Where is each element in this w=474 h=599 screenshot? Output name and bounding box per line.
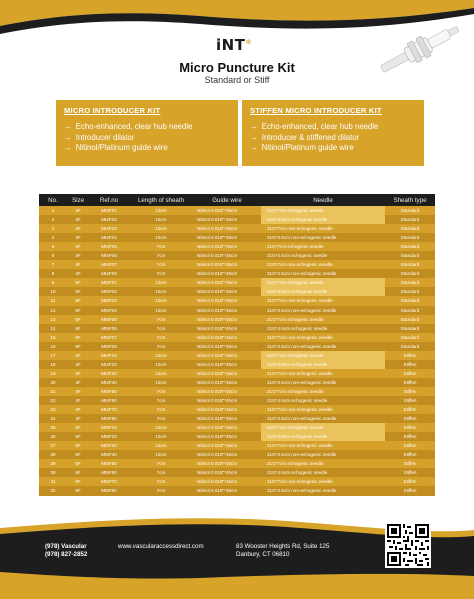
cell-needle: 21G*7cm echogenic needle bbox=[261, 387, 385, 396]
cell-size: 5F bbox=[67, 459, 89, 468]
table-row bbox=[39, 387, 435, 396]
cell-guide-wire: Nitinol 0.018"*45cm bbox=[193, 450, 261, 459]
cell-length: 10cm bbox=[129, 278, 193, 287]
cell-length: 10cm bbox=[129, 206, 193, 215]
cell-size: 4F bbox=[67, 387, 89, 396]
cell-size: 5F bbox=[67, 441, 89, 450]
cell-guide-wire: Nitinol 0.018"*45cm bbox=[193, 405, 261, 414]
cell-size: 5F bbox=[67, 468, 89, 477]
cell-needle: 21G*7cm non-echogenic needle bbox=[261, 441, 385, 450]
cell-size: 4F bbox=[67, 215, 89, 224]
arrow-right-icon: → bbox=[250, 132, 258, 142]
cell-size: 4F bbox=[67, 351, 89, 360]
cell-ref: MI4F30 bbox=[89, 369, 129, 378]
cell-sheath-type: Standard bbox=[385, 215, 435, 224]
cell-length: 10cm bbox=[129, 233, 193, 242]
cell-sheath-type: Stiffen bbox=[385, 432, 435, 441]
table-row bbox=[39, 287, 435, 296]
col-header-guide-wire: Guide wire bbox=[193, 194, 261, 206]
table-row bbox=[39, 306, 435, 315]
cell-guide-wire: Nitinol 0.018"*45cm bbox=[193, 206, 261, 215]
cell-length: 7cm bbox=[129, 324, 193, 333]
table-row bbox=[39, 405, 435, 414]
col-header-ref: Ref.no bbox=[89, 194, 129, 206]
cell-length: 10cm bbox=[129, 369, 193, 378]
table-row bbox=[39, 378, 435, 387]
cell-size: 5F bbox=[67, 296, 89, 305]
cell-no: 24 bbox=[39, 414, 67, 423]
cell-size: 5F bbox=[67, 315, 89, 324]
cell-ref: MI4F60 bbox=[89, 396, 129, 405]
cell-no: 7 bbox=[39, 260, 67, 269]
cell-guide-wire: Nitinol 0.018"*45cm bbox=[193, 387, 261, 396]
col-header-size: Size bbox=[67, 194, 89, 206]
cell-no: 25 bbox=[39, 423, 67, 432]
cell-size: 5F bbox=[67, 306, 89, 315]
cell-guide-wire: Nitinol 0.018"*45cm bbox=[193, 333, 261, 342]
cell-no: 29 bbox=[39, 459, 67, 468]
cell-length: 7cm bbox=[129, 333, 193, 342]
table-row bbox=[39, 224, 435, 233]
cell-size: 4F bbox=[67, 233, 89, 242]
cell-length: 7cm bbox=[129, 486, 193, 495]
cell-needle: 21G*4.5cm non-echogenic needle bbox=[261, 342, 385, 351]
cell-size: 5F bbox=[67, 287, 89, 296]
cell-guide-wire: Nitinol 0.018"*45cm bbox=[193, 477, 261, 486]
cell-sheath-type: Stiffen bbox=[385, 351, 435, 360]
cell-sheath-type: Stiffen bbox=[385, 360, 435, 369]
cell-needle: 21G*7cm non-echogenic needle bbox=[261, 405, 385, 414]
cell-sheath-type: Standard bbox=[385, 251, 435, 260]
cell-needle: 21G*4.5cm non-echogenic needle bbox=[261, 269, 385, 278]
cell-needle: 21G*7cm echogenic needle bbox=[261, 459, 385, 468]
cell-needle: 21G*7cm non-echogenic needle bbox=[261, 333, 385, 342]
cell-needle: 21G*7cm echogenic needle bbox=[261, 278, 385, 287]
cell-sheath-type: Stiffen bbox=[385, 450, 435, 459]
cell-needle: 21G*4.5cm echogenic needle bbox=[261, 432, 385, 441]
cell-ref: MI5F08 bbox=[89, 342, 129, 351]
table-row bbox=[39, 251, 435, 260]
cell-sheath-type: Stiffen bbox=[385, 477, 435, 486]
cell-ref: MI5F20 bbox=[89, 432, 129, 441]
cell-guide-wire: Nitinol 0.018"*45cm bbox=[193, 324, 261, 333]
table-header-row bbox=[39, 194, 435, 206]
cell-size: 4F bbox=[67, 224, 89, 233]
cell-no: 15 bbox=[39, 333, 67, 342]
brand-logo: iNT® bbox=[216, 36, 252, 54]
cell-guide-wire: Nitinol 0.018"*45cm bbox=[193, 432, 261, 441]
table-body bbox=[39, 206, 435, 496]
cell-no: 18 bbox=[39, 360, 67, 369]
cell-size: 4F bbox=[67, 242, 89, 251]
cell-guide-wire: Nitinol 0.018"*45cm bbox=[193, 414, 261, 423]
cell-length: 10cm bbox=[129, 215, 193, 224]
cell-length: 10cm bbox=[129, 287, 193, 296]
cell-size: 4F bbox=[67, 396, 89, 405]
cell-guide-wire: Nitinol 0.018"*45cm bbox=[193, 215, 261, 224]
cell-sheath-type: Stiffen bbox=[385, 396, 435, 405]
cell-length: 10cm bbox=[129, 360, 193, 369]
cell-length: 10cm bbox=[129, 224, 193, 233]
micro-introducer-kit-box bbox=[56, 100, 238, 166]
list-item: → Nitinol/Platinum guide wire bbox=[250, 143, 354, 152]
cell-guide-wire: Nitinol 0.018"*45cm bbox=[193, 369, 261, 378]
cell-no: 22 bbox=[39, 396, 67, 405]
cell-length: 7cm bbox=[129, 459, 193, 468]
cell-sheath-type: Stiffen bbox=[385, 441, 435, 450]
product-table bbox=[39, 194, 435, 496]
cell-guide-wire: Nitinol 0.018"*45cm bbox=[193, 378, 261, 387]
table-row bbox=[39, 278, 435, 287]
cell-size: 4F bbox=[67, 405, 89, 414]
cell-length: 10cm bbox=[129, 306, 193, 315]
table-row bbox=[39, 441, 435, 450]
cell-size: 5F bbox=[67, 477, 89, 486]
cell-guide-wire: Nitinol 0.018"*45cm bbox=[193, 486, 261, 495]
cell-length: 7cm bbox=[129, 477, 193, 486]
cell-no: 20 bbox=[39, 378, 67, 387]
table-row bbox=[39, 486, 435, 495]
cell-sheath-type: Standard bbox=[385, 342, 435, 351]
cell-needle: 21G*4.5cm non-echogenic needle bbox=[261, 486, 385, 495]
cell-size: 5F bbox=[67, 342, 89, 351]
cell-length: 7cm bbox=[129, 242, 193, 251]
cell-no: 16 bbox=[39, 342, 67, 351]
cell-no: 21 bbox=[39, 387, 67, 396]
footer-website-link[interactable]: www.vascularaccessdirect.com bbox=[118, 543, 204, 550]
cell-no: 4 bbox=[39, 233, 67, 242]
cell-needle: 21G*4.5cm non-echogenic needle bbox=[261, 414, 385, 423]
cell-guide-wire: Nitinol 0.018"*45cm bbox=[193, 459, 261, 468]
cell-guide-wire: Nitinol 0.018"*45cm bbox=[193, 287, 261, 296]
cell-size: 4F bbox=[67, 369, 89, 378]
cell-ref: MI5F06 bbox=[89, 324, 129, 333]
cell-needle: 21G*7cm echogenic needle bbox=[261, 315, 385, 324]
cell-size: 5F bbox=[67, 450, 89, 459]
col-header-length: Length of sheath bbox=[129, 194, 193, 206]
cell-guide-wire: Nitinol 0.018"*45cm bbox=[193, 441, 261, 450]
cell-sheath-type: Standard bbox=[385, 324, 435, 333]
cell-needle: 21G*7cm echogenic needle bbox=[261, 423, 385, 432]
cell-guide-wire: Nitinol 0.018"*45cm bbox=[193, 278, 261, 287]
cell-sheath-type: Stiffen bbox=[385, 468, 435, 477]
cell-sheath-type: Stiffen bbox=[385, 423, 435, 432]
cell-no: 9 bbox=[39, 278, 67, 287]
cell-sheath-type: Standard bbox=[385, 242, 435, 251]
col-header-needle: Needle bbox=[261, 194, 385, 206]
cell-size: 5F bbox=[67, 278, 89, 287]
cell-needle: 21G*7cm non-echogenic needle bbox=[261, 224, 385, 233]
cell-guide-wire: Nitinol 0.018"*45cm bbox=[193, 468, 261, 477]
list-item: → Nitinol/Platinum guide wire bbox=[64, 143, 168, 152]
cell-needle: 21G*7cm echogenic needle bbox=[261, 242, 385, 251]
cell-ref: MI5F03 bbox=[89, 296, 129, 305]
cell-guide-wire: Nitinol 0.018"*45cm bbox=[193, 251, 261, 260]
table-row bbox=[39, 342, 435, 351]
table-row bbox=[39, 269, 435, 278]
cell-ref: MI4F05 bbox=[89, 242, 129, 251]
cell-size: 4F bbox=[67, 260, 89, 269]
cell-no: 30 bbox=[39, 468, 67, 477]
cell-no: 3 bbox=[39, 224, 67, 233]
cell-needle: 21G*4.5cm echogenic needle bbox=[261, 468, 385, 477]
cell-ref: MI4F40 bbox=[89, 378, 129, 387]
table-row bbox=[39, 233, 435, 242]
cell-guide-wire: Nitinol 0.018"*45cm bbox=[193, 351, 261, 360]
cell-sheath-type: Standard bbox=[385, 206, 435, 215]
cell-ref: MI4F10 bbox=[89, 351, 129, 360]
footer-phone: (978) Vascular (978) 827-2852 bbox=[45, 543, 88, 558]
cell-length: 7cm bbox=[129, 260, 193, 269]
list-item: → Echo-enhanced, clear hub needle bbox=[250, 122, 379, 131]
table-row bbox=[39, 369, 435, 378]
cell-size: 4F bbox=[67, 251, 89, 260]
cell-length: 7cm bbox=[129, 405, 193, 414]
cell-ref: MI5F10 bbox=[89, 423, 129, 432]
cell-guide-wire: Nitinol 0.018"*45cm bbox=[193, 396, 261, 405]
cell-no: 31 bbox=[39, 477, 67, 486]
footer-address: 83 Wooster Heights Rd, Suite 125 Danbury, CT 06810 bbox=[236, 543, 330, 558]
cell-guide-wire: Nitinol 0.018"*45cm bbox=[193, 296, 261, 305]
table-row bbox=[39, 242, 435, 251]
arrow-right-icon: → bbox=[250, 143, 258, 152]
cell-ref: MI4F06 bbox=[89, 251, 129, 260]
table-row bbox=[39, 432, 435, 441]
cell-needle: 21G*4.5cm echogenic needle bbox=[261, 324, 385, 333]
cell-no: 19 bbox=[39, 369, 67, 378]
cell-needle: 21G*4.5cm echogenic needle bbox=[261, 215, 385, 224]
cell-needle: 21G*4.5cm non-echogenic needle bbox=[261, 306, 385, 315]
page-subtitle: Standard or Stiff bbox=[204, 75, 270, 85]
cell-size: 4F bbox=[67, 269, 89, 278]
cell-length: 7cm bbox=[129, 342, 193, 351]
table-row bbox=[39, 324, 435, 333]
cell-sheath-type: Stiffen bbox=[385, 414, 435, 423]
cell-no: 17 bbox=[39, 351, 67, 360]
cell-ref: MI5F80 bbox=[89, 486, 129, 495]
cell-needle: 21G*4.5cm echogenic needle bbox=[261, 396, 385, 405]
box-title: MICRO INTRODUCER KIT bbox=[64, 106, 161, 115]
cell-size: 4F bbox=[67, 360, 89, 369]
cell-no: 32 bbox=[39, 486, 67, 495]
cell-ref: MI4F08 bbox=[89, 269, 129, 278]
table-row bbox=[39, 315, 435, 324]
cell-sheath-type: Standard bbox=[385, 233, 435, 242]
cell-sheath-type: Stiffen bbox=[385, 387, 435, 396]
cell-needle: 21G*7cm echogenic needle bbox=[261, 206, 385, 215]
cell-guide-wire: Nitinol 0.018"*45cm bbox=[193, 242, 261, 251]
cell-sheath-type: Stiffen bbox=[385, 405, 435, 414]
cell-needle: 21G*7cm echogenic needle bbox=[261, 351, 385, 360]
cell-no: 5 bbox=[39, 242, 67, 251]
cell-length: 10cm bbox=[129, 450, 193, 459]
cell-size: 4F bbox=[67, 414, 89, 423]
table-row bbox=[39, 260, 435, 269]
col-header-sheath-type: Sheath type bbox=[385, 194, 435, 206]
cell-length: 7cm bbox=[129, 396, 193, 405]
table-row bbox=[39, 477, 435, 486]
cell-length: 7cm bbox=[129, 468, 193, 477]
cell-length: 7cm bbox=[129, 414, 193, 423]
cell-ref: MI4F50 bbox=[89, 387, 129, 396]
cell-ref: MI5F05 bbox=[89, 315, 129, 324]
cell-guide-wire: Nitinol 0.018"*45cm bbox=[193, 260, 261, 269]
cell-sheath-type: Stiffen bbox=[385, 486, 435, 495]
arrow-right-icon: → bbox=[64, 132, 72, 142]
cell-length: 10cm bbox=[129, 423, 193, 432]
cell-no: 2 bbox=[39, 215, 67, 224]
cell-sheath-type: Standard bbox=[385, 315, 435, 324]
list-item: → Introducer dilator bbox=[64, 132, 135, 142]
cell-ref: MI5F04 bbox=[89, 306, 129, 315]
cell-ref: MI4F03 bbox=[89, 224, 129, 233]
cell-sheath-type: Stiffen bbox=[385, 369, 435, 378]
cell-length: 7cm bbox=[129, 387, 193, 396]
cell-needle: 21G*7cm non-echogenic needle bbox=[261, 296, 385, 305]
cell-no: 6 bbox=[39, 251, 67, 260]
cell-no: 8 bbox=[39, 269, 67, 278]
cell-ref: MI4F80 bbox=[89, 414, 129, 423]
table-row bbox=[39, 206, 435, 215]
cell-ref: MI5F07 bbox=[89, 333, 129, 342]
cell-guide-wire: Nitinol 0.018"*45cm bbox=[193, 306, 261, 315]
cell-needle: 21G*7cm non-echogenic needle bbox=[261, 477, 385, 486]
cell-ref: MI5F40 bbox=[89, 450, 129, 459]
table-row bbox=[39, 459, 435, 468]
cell-no: 12 bbox=[39, 306, 67, 315]
cell-ref: MI4F04 bbox=[89, 233, 129, 242]
cell-ref: MI4F07 bbox=[89, 260, 129, 269]
cell-sheath-type: Standard bbox=[385, 306, 435, 315]
cell-no: 23 bbox=[39, 405, 67, 414]
cell-guide-wire: Nitinol 0.018"*45cm bbox=[193, 233, 261, 242]
cell-length: 10cm bbox=[129, 441, 193, 450]
cell-sheath-type: Standard bbox=[385, 333, 435, 342]
cell-needle: 21G*4.5cm echogenic needle bbox=[261, 360, 385, 369]
cell-length: 7cm bbox=[129, 315, 193, 324]
cell-guide-wire: Nitinol 0.018"*45cm bbox=[193, 423, 261, 432]
cell-sheath-type: Standard bbox=[385, 269, 435, 278]
cell-length: 10cm bbox=[129, 296, 193, 305]
table-row bbox=[39, 296, 435, 305]
cell-guide-wire: Nitinol 0.018"*45cm bbox=[193, 315, 261, 324]
cell-no: 14 bbox=[39, 324, 67, 333]
cell-length: 10cm bbox=[129, 351, 193, 360]
cell-ref: MI5F60 bbox=[89, 468, 129, 477]
cell-size: 4F bbox=[67, 206, 89, 215]
cell-needle: 21G*4.5cm non-echogenic needle bbox=[261, 233, 385, 242]
list-item: → Introducer & stiffened dilator bbox=[250, 132, 360, 142]
cell-ref: MI5F01 bbox=[89, 278, 129, 287]
cell-sheath-type: Standard bbox=[385, 260, 435, 269]
page-title: Micro Puncture Kit bbox=[179, 60, 295, 75]
cell-guide-wire: Nitinol 0.018"*45cm bbox=[193, 360, 261, 369]
cell-ref: MI4F20 bbox=[89, 360, 129, 369]
cell-ref: MI4F01 bbox=[89, 206, 129, 215]
cell-sheath-type: Standard bbox=[385, 287, 435, 296]
stiffen-micro-introducer-kit-box bbox=[242, 100, 424, 166]
cell-guide-wire: Nitinol 0.018"*45cm bbox=[193, 269, 261, 278]
cell-sheath-type: Stiffen bbox=[385, 459, 435, 468]
cell-no: 10 bbox=[39, 287, 67, 296]
cell-no: 11 bbox=[39, 296, 67, 305]
table-row bbox=[39, 450, 435, 459]
cell-ref: MI5F50 bbox=[89, 459, 129, 468]
cell-no: 1 bbox=[39, 206, 67, 215]
table-row bbox=[39, 215, 435, 224]
table-row bbox=[39, 423, 435, 432]
arrow-right-icon: → bbox=[250, 122, 258, 131]
cell-ref: MI5F02 bbox=[89, 287, 129, 296]
cell-size: 4F bbox=[67, 378, 89, 387]
list-item: → Echo-enhanced, clear hub needle bbox=[64, 122, 193, 131]
cell-size: 5F bbox=[67, 333, 89, 342]
cell-sheath-type: Standard bbox=[385, 224, 435, 233]
cell-sheath-type: Standard bbox=[385, 278, 435, 287]
cell-guide-wire: Nitinol 0.018"*45cm bbox=[193, 342, 261, 351]
table-row bbox=[39, 414, 435, 423]
table-row bbox=[39, 360, 435, 369]
col-header-no: No. bbox=[39, 194, 67, 206]
cell-length: 10cm bbox=[129, 432, 193, 441]
cell-size: 5F bbox=[67, 423, 89, 432]
cell-sheath-type: Standard bbox=[385, 296, 435, 305]
cell-ref: MI5F70 bbox=[89, 477, 129, 486]
arrow-right-icon: → bbox=[64, 122, 72, 131]
cell-length: 7cm bbox=[129, 251, 193, 260]
cell-ref: MI5F30 bbox=[89, 441, 129, 450]
cell-no: 27 bbox=[39, 441, 67, 450]
cell-no: 28 bbox=[39, 450, 67, 459]
cell-needle: 21G*4.5cm echogenic needle bbox=[261, 287, 385, 296]
cell-needle: 21G*7cm non-echogenic needle bbox=[261, 260, 385, 269]
cell-needle: 21G*4.5cm non-echogenic needle bbox=[261, 378, 385, 387]
table-row bbox=[39, 351, 435, 360]
cell-no: 13 bbox=[39, 315, 67, 324]
cell-needle: 21G*4.5cm echogenic needle bbox=[261, 251, 385, 260]
cell-ref: MI4F02 bbox=[89, 215, 129, 224]
cell-sheath-type: Stiffen bbox=[385, 378, 435, 387]
cell-size: 5F bbox=[67, 486, 89, 495]
cell-size: 5F bbox=[67, 324, 89, 333]
cell-no: 26 bbox=[39, 432, 67, 441]
box-title: STIFFEN MICRO INTRODUCER KIT bbox=[250, 106, 382, 115]
cell-guide-wire: Nitinol 0.018"*45cm bbox=[193, 224, 261, 233]
arrow-right-icon: → bbox=[64, 143, 72, 152]
cell-ref: MI4F70 bbox=[89, 405, 129, 414]
cell-needle: 21G*4.5cm non-echogenic needle bbox=[261, 450, 385, 459]
cell-length: 7cm bbox=[129, 269, 193, 278]
qr-code-icon[interactable] bbox=[385, 522, 431, 568]
cell-size: 5F bbox=[67, 432, 89, 441]
table-row bbox=[39, 396, 435, 405]
cell-needle: 21G*7cm non-echogenic needle bbox=[261, 369, 385, 378]
table-row bbox=[39, 333, 435, 342]
table-row bbox=[39, 468, 435, 477]
cell-length: 10cm bbox=[129, 378, 193, 387]
